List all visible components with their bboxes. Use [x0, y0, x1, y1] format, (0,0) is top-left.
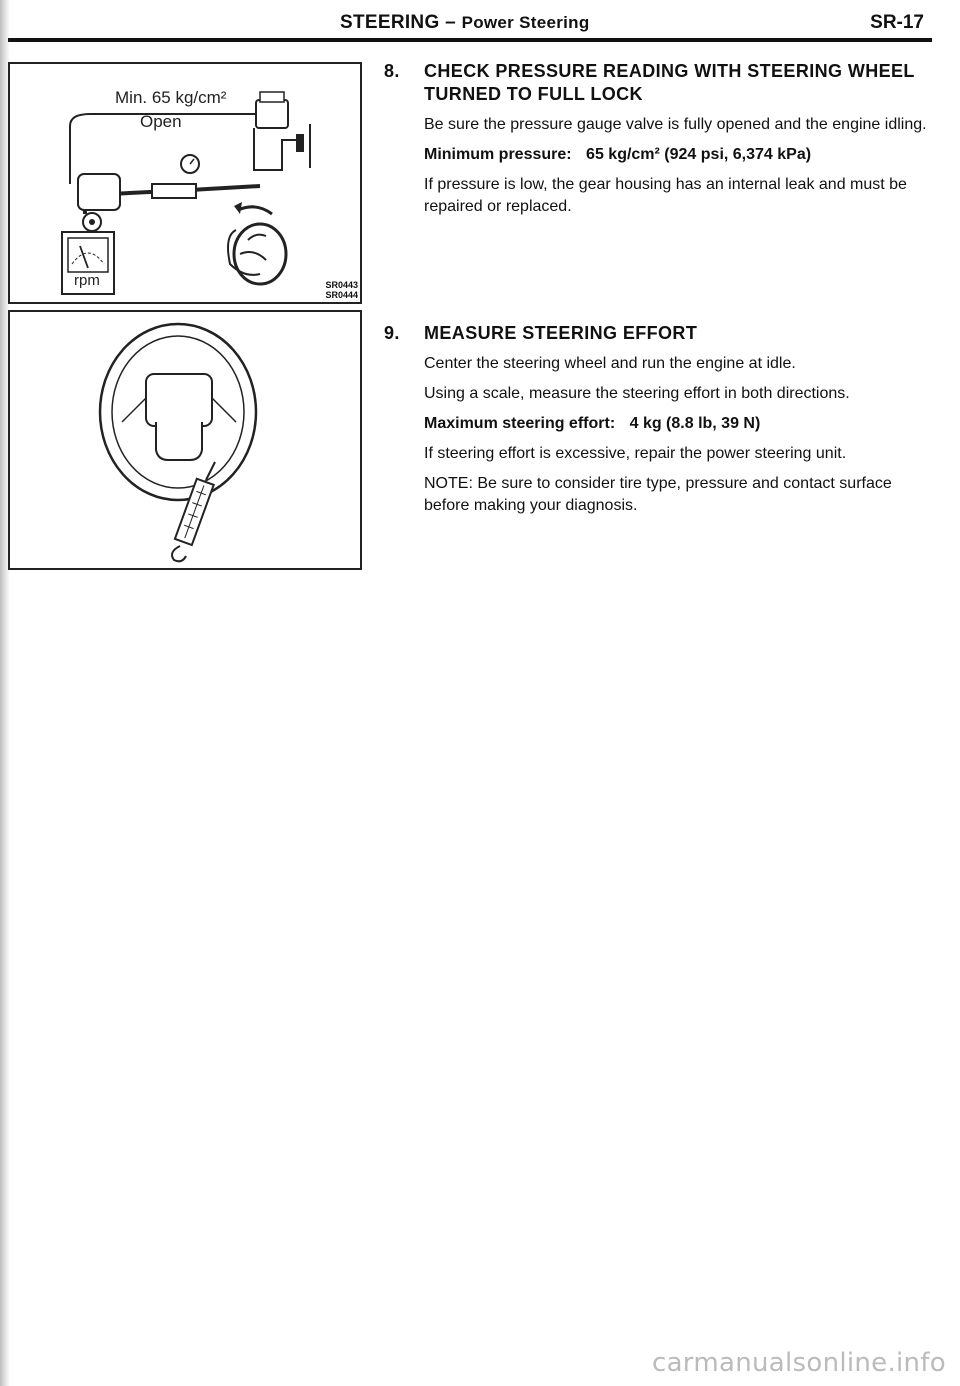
page-header-title [340, 12, 590, 34]
header-rule [8, 38, 932, 42]
section-8-title: CHECK PRESSURE READING WITH STEERING WHEEL TURNED TO FULL LOCK [424, 61, 915, 104]
section-8-spec-value: 65 kg/cm² (924 psi, 6,374 kPa) [586, 146, 812, 163]
section-9-spec-label: Maximum steering effort: [424, 415, 616, 432]
section-9-title: MEASURE STEERING EFFORT [424, 323, 698, 343]
section-9-note: NOTE: Be sure to consider tire type, pressure and contact surface before making your diagnosis. [424, 475, 892, 514]
section-9-paragraph-3: If steering effort is excessive, repair the power steering unit. [424, 445, 847, 462]
section-8-spec-label: Minimum pressure: [424, 146, 572, 163]
figure-code [325, 280, 358, 300]
figure-pressure-check [8, 62, 362, 304]
section-9-number: 9. [384, 323, 400, 343]
figure-code-2: SR0444 [325, 290, 358, 300]
label-min-pressure: Min. 65 kg/cm² [115, 88, 227, 107]
section-8-number: 8. [384, 61, 400, 81]
section-9-paragraph-1: Center the steering wheel and run the engine at idle. [424, 355, 796, 372]
section-9-spec-value: 4 kg (8.8 lb, 39 N) [629, 415, 761, 432]
section-9-paragraph-2: Using a scale, measure the steering effort in both directions. [424, 385, 850, 402]
label-open: Open [140, 112, 182, 131]
section-8-spec [424, 144, 936, 166]
watermark-brand: carmanualsonline.info [651, 1348, 946, 1378]
section-9 [384, 322, 936, 517]
page-code: SR-17 [870, 12, 924, 33]
section-8-paragraph-1: Be sure the pressure gauge valve is fully opened and the engine idling. [424, 116, 927, 133]
header-section: STEERING [340, 12, 440, 33]
section-8-heading [384, 60, 936, 106]
label-rpm: rpm [74, 272, 100, 289]
figure-code-1: SR0443 [325, 280, 358, 290]
section-8-paragraph-2: If pressure is low, the gear housing has an internal leak and must be repaired or replaced. [424, 176, 907, 215]
section-9-heading [384, 322, 936, 345]
section-8 [384, 60, 936, 218]
figure-steering-effort [8, 310, 362, 570]
steering-effort-illustration [10, 312, 360, 568]
section-9-spec [424, 413, 936, 435]
header-subsection: Power Steering [461, 13, 590, 32]
header-dash: – [445, 12, 462, 33]
